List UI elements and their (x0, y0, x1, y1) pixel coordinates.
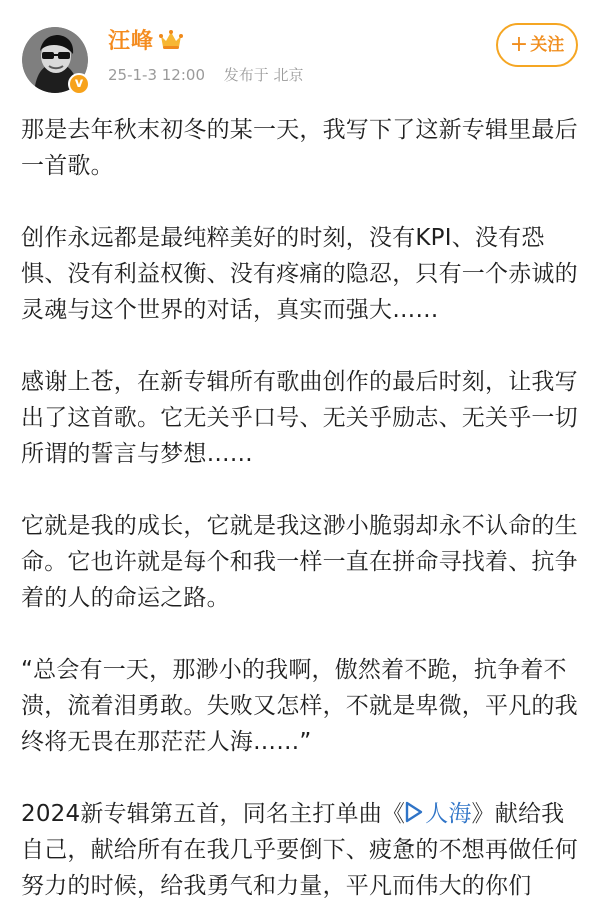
post-paragraph-last (21, 796, 581, 904)
post-text-before-link: 2024新专辑第五首，同名主打单曲《 (21, 801, 406, 827)
post-paragraph: 感谢上苍，在新专辑所有歌曲创作的最后时刻，让我写出了这首歌。它无关乎口号、无关乎励志、无关乎一切所谓的誓言与梦想…… (21, 369, 578, 467)
post-content (21, 112, 581, 904)
post-paragraph: “总会有一天，那渺小的我啊，傲然着不跪，抗争着不溃，流着泪勇敢。失败又怎样，不就是卑微，平凡的我终将无畏在那茫茫人海……” (21, 657, 578, 755)
post-header (0, 0, 600, 110)
follow-button[interactable] (496, 23, 578, 67)
avatar[interactable] (22, 27, 88, 93)
plus-icon: + (509, 32, 529, 57)
post-paragraph: 它就是我的成长，它就是我这渺小脆弱却永不认命的生命。它也许就是每个和我一样一直在拼命寻找着、抗争着的人的命运之路。 (21, 513, 578, 611)
post-meta (108, 64, 318, 86)
song-link-text: 人海 (425, 801, 472, 827)
verified-v-icon: v (68, 73, 90, 95)
post-text-after-link: 》献给我自己，献给所有在我几乎要倒下、疲惫的不想再做任何努力的时候，给我勇气和力量，平凡而伟大的你们 (21, 801, 578, 899)
timestamp: 25-1-3 12:00 (108, 66, 205, 84)
crown-icon (158, 28, 184, 52)
location: 发布于 北京 (223, 66, 304, 84)
play-icon (405, 801, 423, 823)
follow-label: 关注 (530, 35, 565, 55)
user-name[interactable]: 汪峰 (108, 29, 155, 54)
post-paragraph: 创作永远都是最纯粹美好的时刻，没有KPI、没有恐惧、没有利益权衡、没有疼痛的隐忍，只有一个赤诚的灵魂与这个世界的对话，真实而强大…… (21, 225, 578, 323)
post-paragraph: 那是去年秋末初冬的某一天，我写下了这新专辑里最后一首歌。 (21, 117, 578, 179)
song-link[interactable] (405, 801, 471, 827)
